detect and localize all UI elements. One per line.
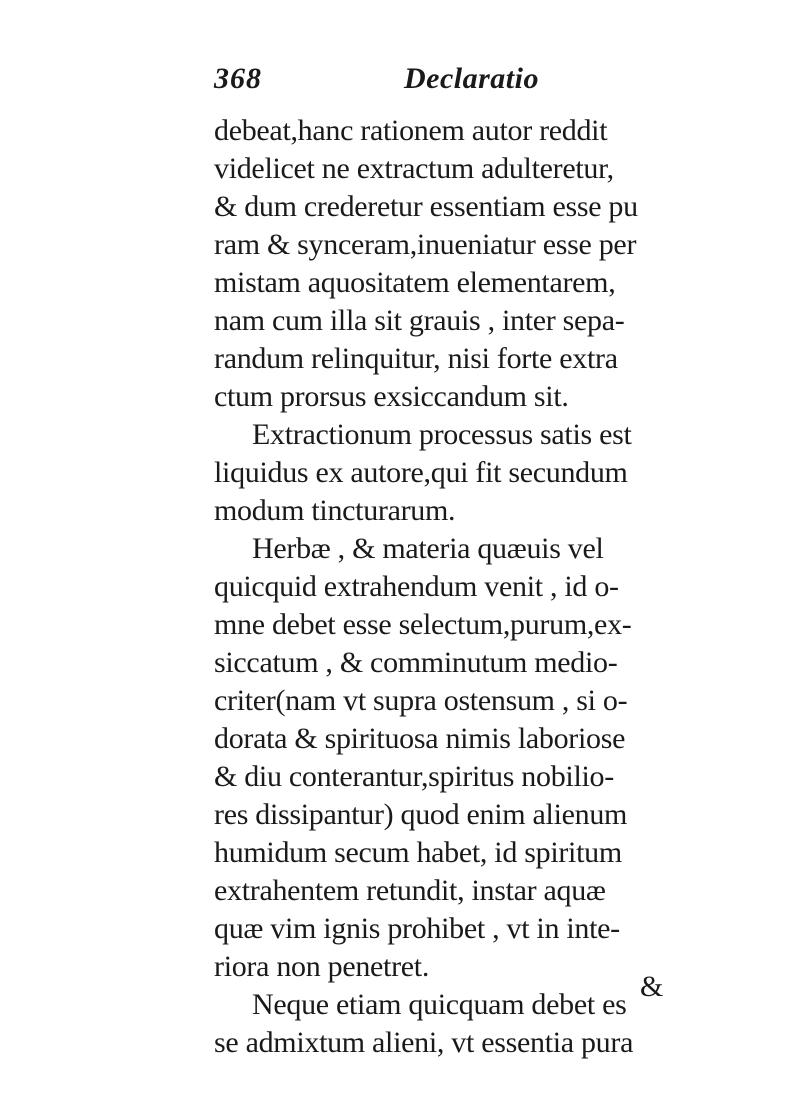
text-line: modum tincturarum. [214, 494, 456, 527]
text-line: mistam aquositatem elementarem, [214, 266, 616, 299]
text-line: nam cum illa sit grauis , inter sepa- [214, 304, 625, 337]
catchword: & [640, 970, 664, 1003]
paragraph-start-line: Herbæ , & materia quæuis vel [252, 532, 604, 565]
text-line: dorata & spirituosa nimis laboriose [214, 722, 626, 755]
text-line: humidum secum habet, id spiritum [214, 836, 622, 869]
text-line: & dum crederetur essentiam esse pu [214, 190, 638, 223]
text-line: debeat,hanc rationem autor reddit [214, 114, 608, 147]
page-header [214, 62, 674, 106]
text-line: ram & synceram,inueniatur esse per [214, 228, 637, 261]
text-line: mne debet esse selectum,purum,ex- [214, 608, 632, 641]
text-line: randum relinquitur, nisi forte extra [214, 342, 618, 375]
text-line: videlicet ne extractum adulteretur, [214, 152, 614, 185]
text-line: ctum prorsus exsiccandum sit. [214, 380, 569, 413]
running-head: Declaratio [404, 62, 539, 95]
text-line: extrahentem retundit, instar aquæ [214, 874, 606, 907]
text-line: riora non penetret. [214, 950, 430, 983]
text-line: & diu conterantur,spiritus nobilio- [214, 760, 614, 793]
text-line: liquidus ex autore,qui fit secundum [214, 456, 628, 489]
text-line: quicquid extrahendum venit , id o- [214, 570, 619, 603]
paragraph-start-line: Neque etiam quicquam debet es [252, 988, 627, 1021]
page-number: 368 [214, 62, 262, 95]
text-line: res dissipantur) quod enim alienum [214, 798, 628, 831]
text-line: criter(nam vt supra ostensum , si o- [214, 684, 628, 717]
body-text [214, 112, 674, 1062]
text-line: siccatum , & comminutum medio- [214, 646, 618, 679]
paragraph-start-line: Extractionum processus satis est [252, 418, 632, 451]
text-line: quæ vim ignis prohibet , vt in inte- [214, 912, 620, 945]
text-line: se admixtum alieni, vt essentia pura [214, 1026, 634, 1059]
